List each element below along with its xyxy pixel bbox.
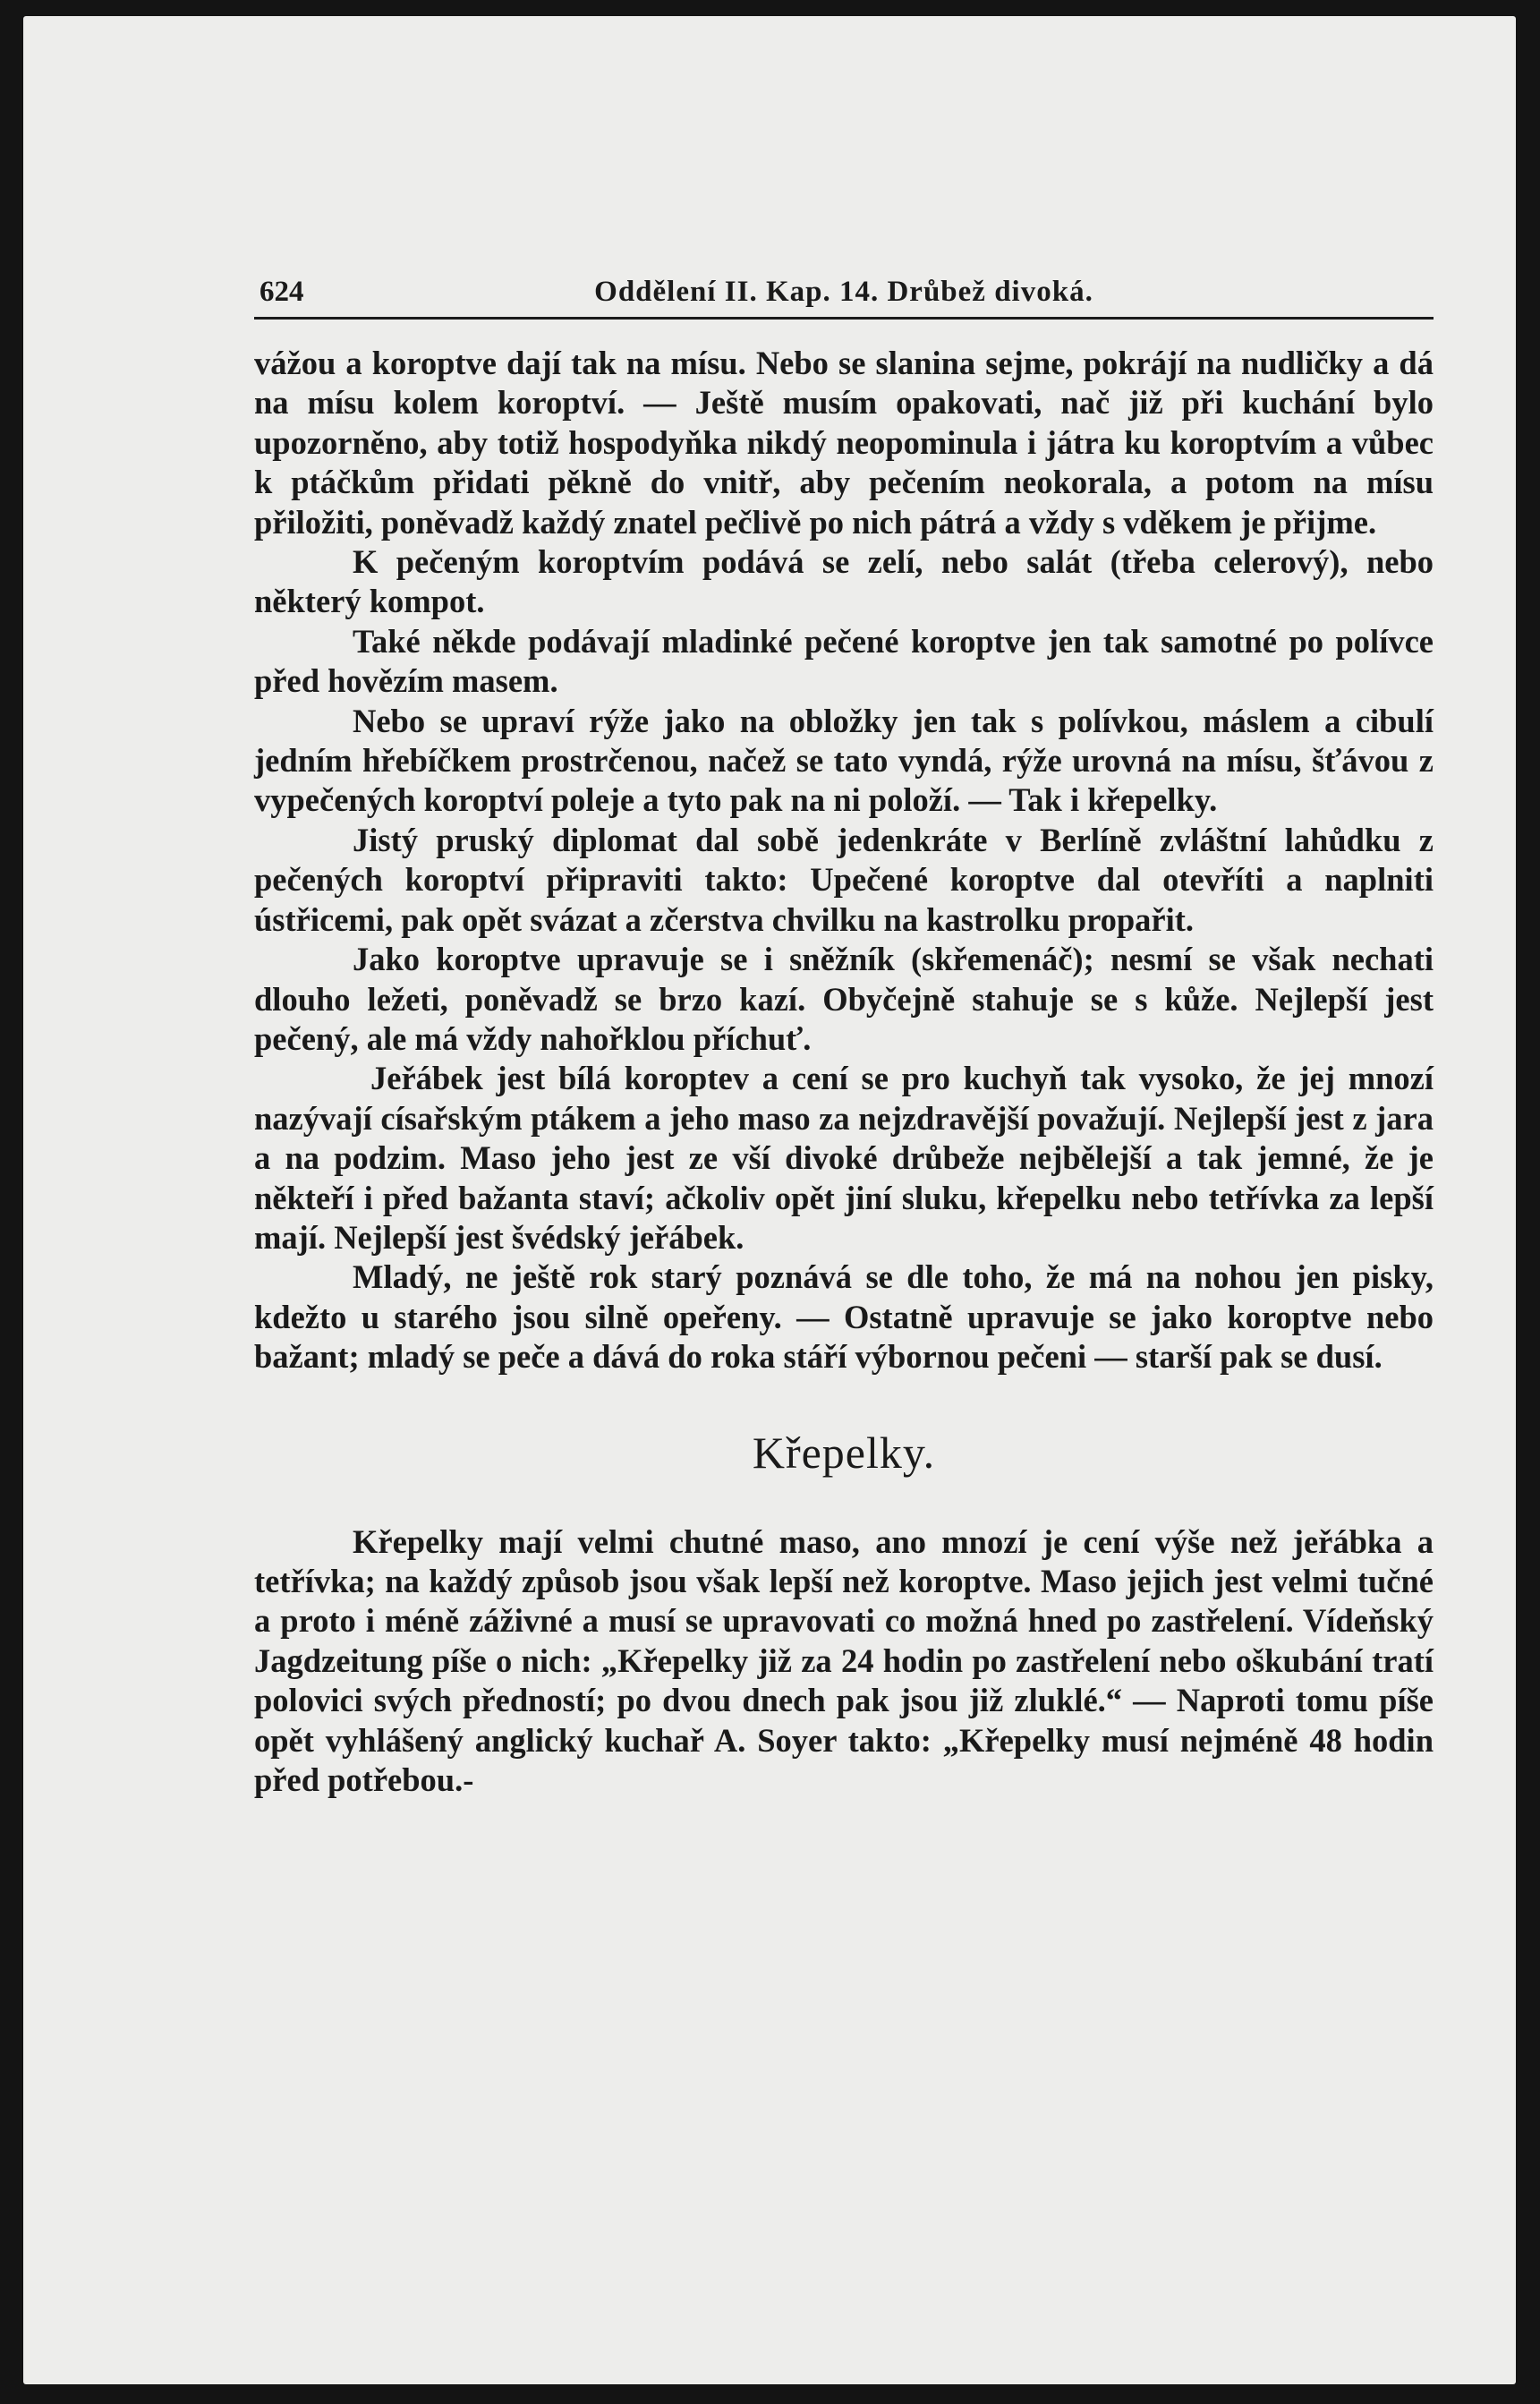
paragraph: Také někde podávají mladinké pečené koroptve jen tak samotné po polívce před hovězím masem. [254,622,1434,700]
running-header [254,263,1434,320]
paragraph: vážou a koroptve dají tak na mísu. Nebo se slanina sejme, pokrájí na nudličky a dá na mísu kolem koroptví. — Ještě musím opakovati, nač již při kuchání bylo upozorněno, aby totiž hospodyňka nikdý neopominula i játra ku koroptvím a vůbec k ptáčkům přidati pěkně do vnitř, aby pečením neokorala, a potom na mísu přiložiti, poněvadž každý znatel pečlivě po nich pátrá a vždy s vděkem je přijme. [254,345,1434,541]
paragraph: Jistý pruský diplomat dal sobě jedenkráte v Berlíně zvláštní lahůdku z pečených koroptví připraviti takto: Upečené koroptve dal otevříti a naplniti ústřicemi, pak opět svázat a zčerstva chvilku na kastrolku propařit. [254,821,1434,938]
section-heading: Křepelky. [752,1427,936,1478]
book-page [23,16,1516,2384]
running-title: Oddělení II. Kap. 14. Drůbež divoká. [594,276,1093,308]
paragraph: Nebo se upraví rýže jako na obložky jen tak s polívkou, máslem a cibulí jedním hřebíčkem prostrčenou, načež se tato vyndá, rýže urovná na mísu, šťávou z vypečených koroptví poleje a tyto pak na ni položí. — Tak i křepelky. [254,702,1434,819]
paragraph: Jeřábek jest bílá koroptev a cení se pro kuchyň tak vysoko, že jej mnozí nazývají císařským ptákem a jeho maso za nejzdravější považují. Nejlepší jest z jara a na podzim. Maso jeho jest ze vší divoké drůbeže nejbělejší a tak jemné, že je někteří i před bažanta staví; ačkoliv opět jiní sluku, křepelku nebo tetřívka za lepší mají. Nejlepší jest švédský jeřábek. [254,1060,1434,1256]
paragraph: Mladý, ne ještě rok starý poznává se dle toho, že má na nohou jen pisky, kdežto u starého jsou silně opeřeny. — Ostatně upravuje se jako koroptve nebo bažant; mladý se peče a dává do roka stáří výbornou pečeni — starší pak se dusí. [254,1258,1434,1376]
scan-border [0,0,1540,16]
paragraph: K pečeným koroptvím podává se zelí, nebo salát (třeba celerový), nebo některý kompot. [254,543,1434,620]
paragraph: Křepelky mají velmi chutné maso, ano mnozí je cení výše než jeřábka a tetřívka; na každý způsob jsou však lepší než koroptve. Maso jejich jest velmi tučné a proto i méně záživné a musí se upravovati co možná hned po zastřelení. Vídeňský Jagdzeitung píše o nich: „Křepelky již za 24 hodin po zastřelení nebo oškubání tratí polovici svých předností; po dvou dnech pak jsou již zluklé.“ — Naproti tomu píše opět vyhlášený anglický kuchař A. Soyer takto: „Křepelky musí nejméně 48 hodin před potřebou.- [254,1522,1434,1798]
page-body [254,344,1434,1800]
page-number: 624 [260,276,304,308]
paragraph: Jako koroptve upravuje se i sněžník (skřemenáč); nesmí se však nechati dlouho ležeti, poněvadž se brzo kazí. Obyčejně stahuje se s kůže. Nejlepší jest pečený, ale má vždy nahořklou příchuť. [254,941,1434,1057]
